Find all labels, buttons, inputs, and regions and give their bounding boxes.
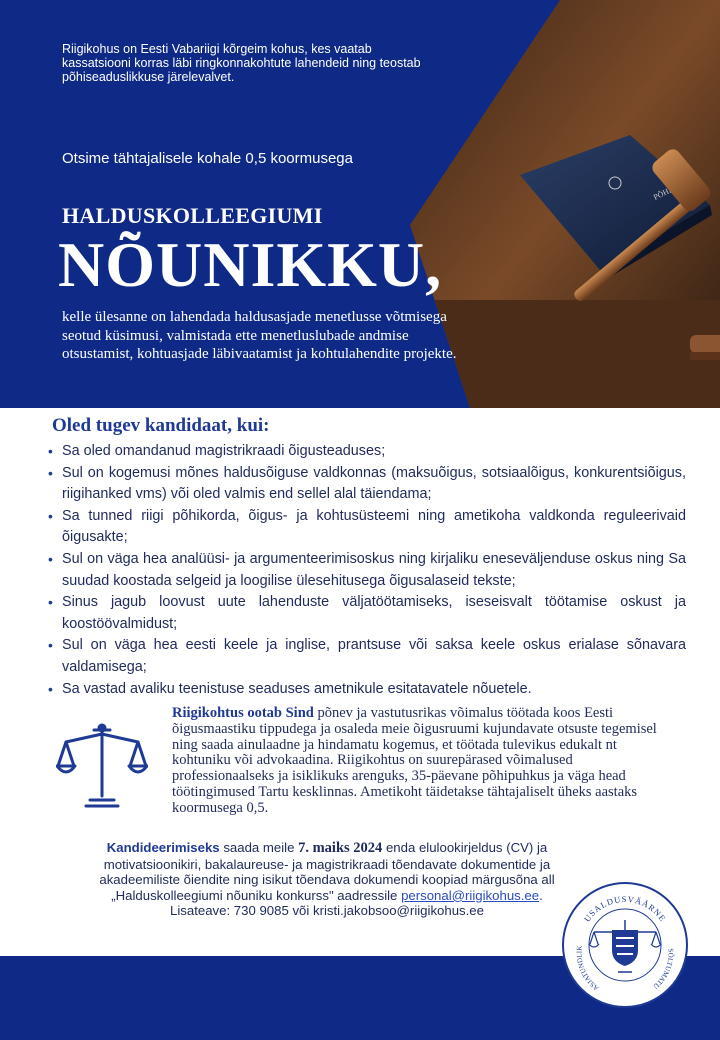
apply-text-1: saada meile bbox=[219, 840, 299, 855]
requirement-item: • Sa tunned riigi põhikorda, õigus- ja kohtusüsteemi ning ametikoha valdkonda reguleerivaid õigusakte; bbox=[46, 506, 686, 549]
apply-lead: Kandideerimiseks bbox=[106, 840, 220, 855]
contact-info: Lisateave: 730 9085 või kristi.jakobsoo@riigikohus.ee bbox=[170, 903, 484, 919]
hero-banner bbox=[0, 0, 720, 408]
offer-paragraph bbox=[172, 706, 677, 817]
apply-text-2: enda elulookirjeldus (CV) ja motivatsioonikiri, bakalaureuse- ja magistrikraadi tõendavate dokumentide ja akadeemiliste õiendite ning isikut tõendava dokumendi koopiad märgusõna all „Halduskolleegiumi nõuniku konkurss" aadressile bbox=[99, 840, 555, 903]
position-description: kelle ülesanne on lahendada haldusasjade menetlusse võtmisega seotud küsimusi, valmistada ette menetluslubade andmise otsustamist, kohtuasjade läbivaatamist ja kohtulahendite projekte. bbox=[62, 309, 457, 362]
requirements-list bbox=[46, 441, 686, 700]
offer-text: põnev ja vastutusrikas võimalus töötada koos Eesti õigusmaastiku tippudega ja osaleda meie õigusruumi kujundavate otsuste tegemisel ning saada ainulaadne ja hindamatu kogemus, et töötada tulevikus edukalt nt kohtuniku või advokaadina. Riigikohtus on suurepärased võimalused professionaalseks ja isiklikuks arenguks, 35-päevane põhipuhkus ja väga head töötingimused Tartu kesklinnas. Ametikoht täidetakse tähtajaliselt üheks aastaks koormusega 0,5. bbox=[172, 705, 657, 816]
requirement-item: • Sa vastad avaliku teenistuse seaduses ametnikule esitatavatele nõuetele. bbox=[46, 679, 686, 701]
requirement-item: • Sul on väga hea analüüsi- ja argumenteerimisoskus ning kirjaliku eneseväljenduse oskus ning Sa suudad koostada selgeid ja loogilise ülesehitusega õigusalaseid tekste; bbox=[46, 549, 686, 592]
application-instructions bbox=[92, 840, 562, 919]
scales-of-justice-icon bbox=[56, 720, 148, 808]
seal-text-top: USALDUSVÄÄRNE bbox=[581, 893, 669, 924]
apply-text-3: . bbox=[539, 887, 543, 903]
requirement-item: • Sa oled omandanud magistrikraadi õigusteaduses; bbox=[46, 441, 686, 463]
apply-email-link[interactable]: personal@riigikohus.ee bbox=[401, 887, 540, 903]
position-title: NÕUNIKKU, bbox=[58, 229, 443, 300]
position-lead: Otsime tähtajalisele kohale 0,5 koormusega bbox=[62, 150, 353, 167]
requirement-item: • Sul on väga hea eesti keele ja inglise, prantsuse või saksa keele oskus erialase sõnavara valdamisega; bbox=[46, 635, 686, 678]
department-title: HALDUSKOLLEEGIUMI bbox=[62, 203, 323, 228]
court-intro: Riigikohus on Eesti Vabariigi kõrgeim kohus, kes vaatab kassatsiooni korras läbi ringkonnakohtute lahendeid ning teostab põhiseaduslikkuse järelevalvet. bbox=[62, 42, 421, 84]
supreme-court-seal bbox=[560, 880, 690, 1010]
apply-deadline: 7. maiks 2024 bbox=[298, 840, 383, 856]
requirement-item: • Sinus jagub loovust uute lahenduste väljatöötamiseks, iseseisvalt töötamise oskust ja koostöövalmidust; bbox=[46, 592, 686, 635]
seal-text-right: SÕLTUMATU bbox=[651, 948, 675, 991]
seal-text-left: ASJATUNDLIK bbox=[575, 945, 601, 993]
requirement-item: • Sul on kogemusi mõnes haldusõiguse valdkonnas (maksuõigus, sotsiaalõigus, konkurentsiõigus, riigihanked vms) või oled valmis end sellel alal täiendama; bbox=[46, 463, 686, 506]
offer-lead: Riigikohtus ootab Sind bbox=[172, 705, 314, 721]
requirements-heading: Oled tugev kandidaat, kui: bbox=[52, 415, 270, 436]
